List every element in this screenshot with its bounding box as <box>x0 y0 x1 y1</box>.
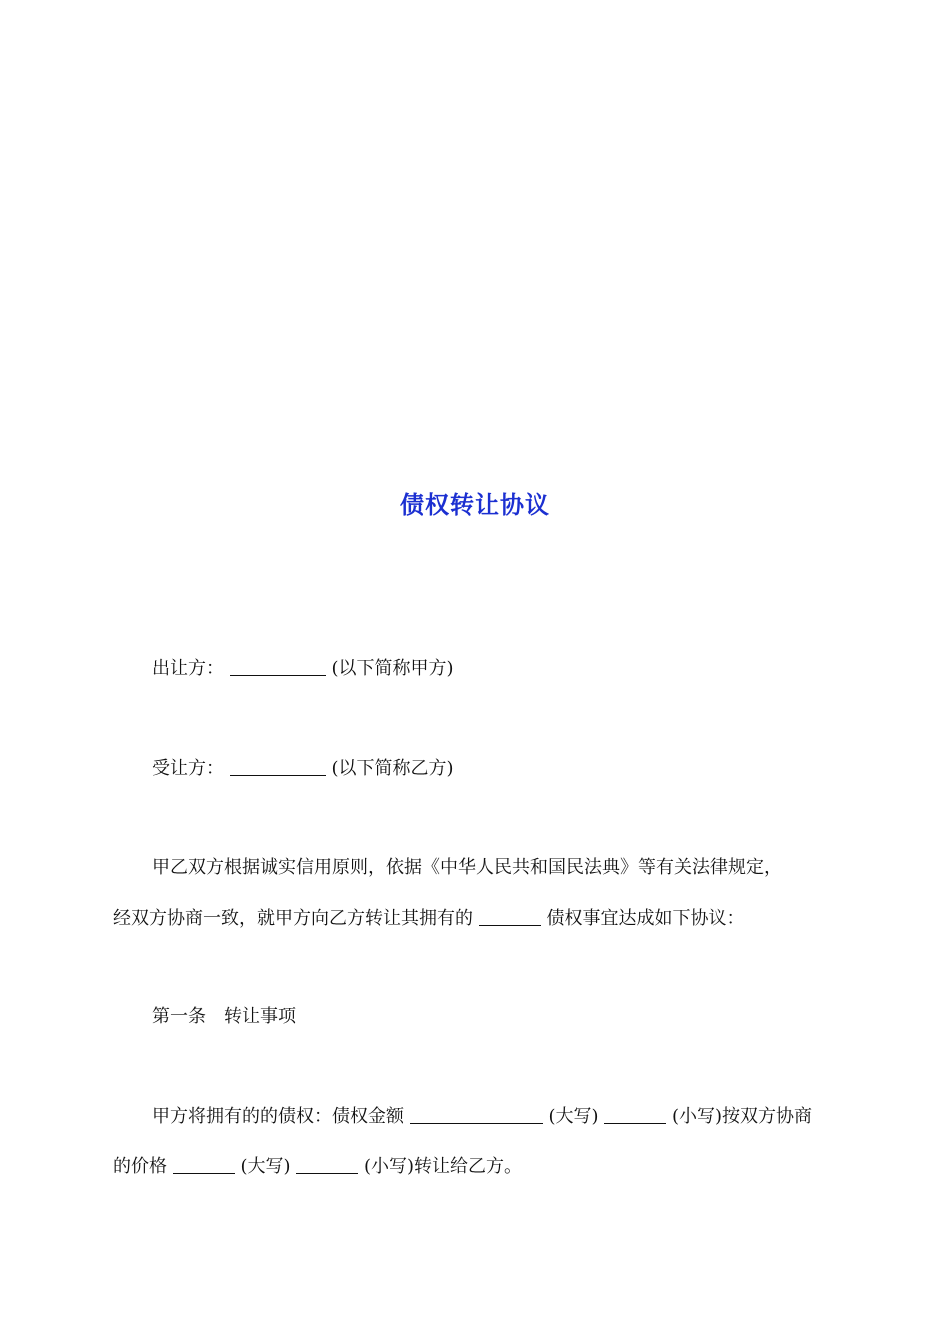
amount-lowercase-blank <box>604 1105 666 1124</box>
assignor-blank <box>230 657 326 676</box>
debt-type-blank <box>479 907 541 926</box>
assignee-suffix: (以下简称乙方) <box>331 758 454 779</box>
preamble-line-2 <box>113 909 744 928</box>
article-1-line-1-mid2: (小写)按双方协商 <box>671 1106 813 1127</box>
article-1-line-1-prefix: 甲方将拥有的的债权：债权金额 <box>152 1106 404 1127</box>
article-1-heading: 第一条 转让事项 <box>152 1006 296 1027</box>
article-1-line-1-mid1: (大写) <box>548 1106 599 1127</box>
assignor-label: 出让方： <box>152 658 224 679</box>
price-uppercase-blank <box>173 1155 235 1174</box>
article-1-line-2-mid1: (大写) <box>240 1156 291 1177</box>
assignor-suffix: (以下简称甲方) <box>331 658 454 679</box>
amount-uppercase-blank <box>410 1105 543 1124</box>
article-1-line-1 <box>152 1107 812 1126</box>
assignee-label: 受让方： <box>152 758 224 779</box>
preamble-line-2-suffix: 债权事宜达成如下协议： <box>546 908 745 929</box>
assignee-line <box>152 759 454 778</box>
assignee-blank <box>230 757 326 776</box>
article-1-line-2-suffix: (小写)转让给乙方。 <box>363 1156 523 1177</box>
preamble-line-2-prefix: 经双方协商一致，就甲方向乙方转让其拥有的 <box>113 908 473 929</box>
preamble-line-1: 甲乙双方根据诚实信用原则，依据《中华人民共和国民法典》等有关法律规定， <box>152 857 782 878</box>
article-1-line-2 <box>113 1157 522 1176</box>
article-1-line-2-prefix: 的价格 <box>113 1156 167 1177</box>
document-title: 债权转让协议 <box>400 491 550 519</box>
assignor-line <box>152 659 454 678</box>
price-lowercase-blank <box>296 1155 358 1174</box>
